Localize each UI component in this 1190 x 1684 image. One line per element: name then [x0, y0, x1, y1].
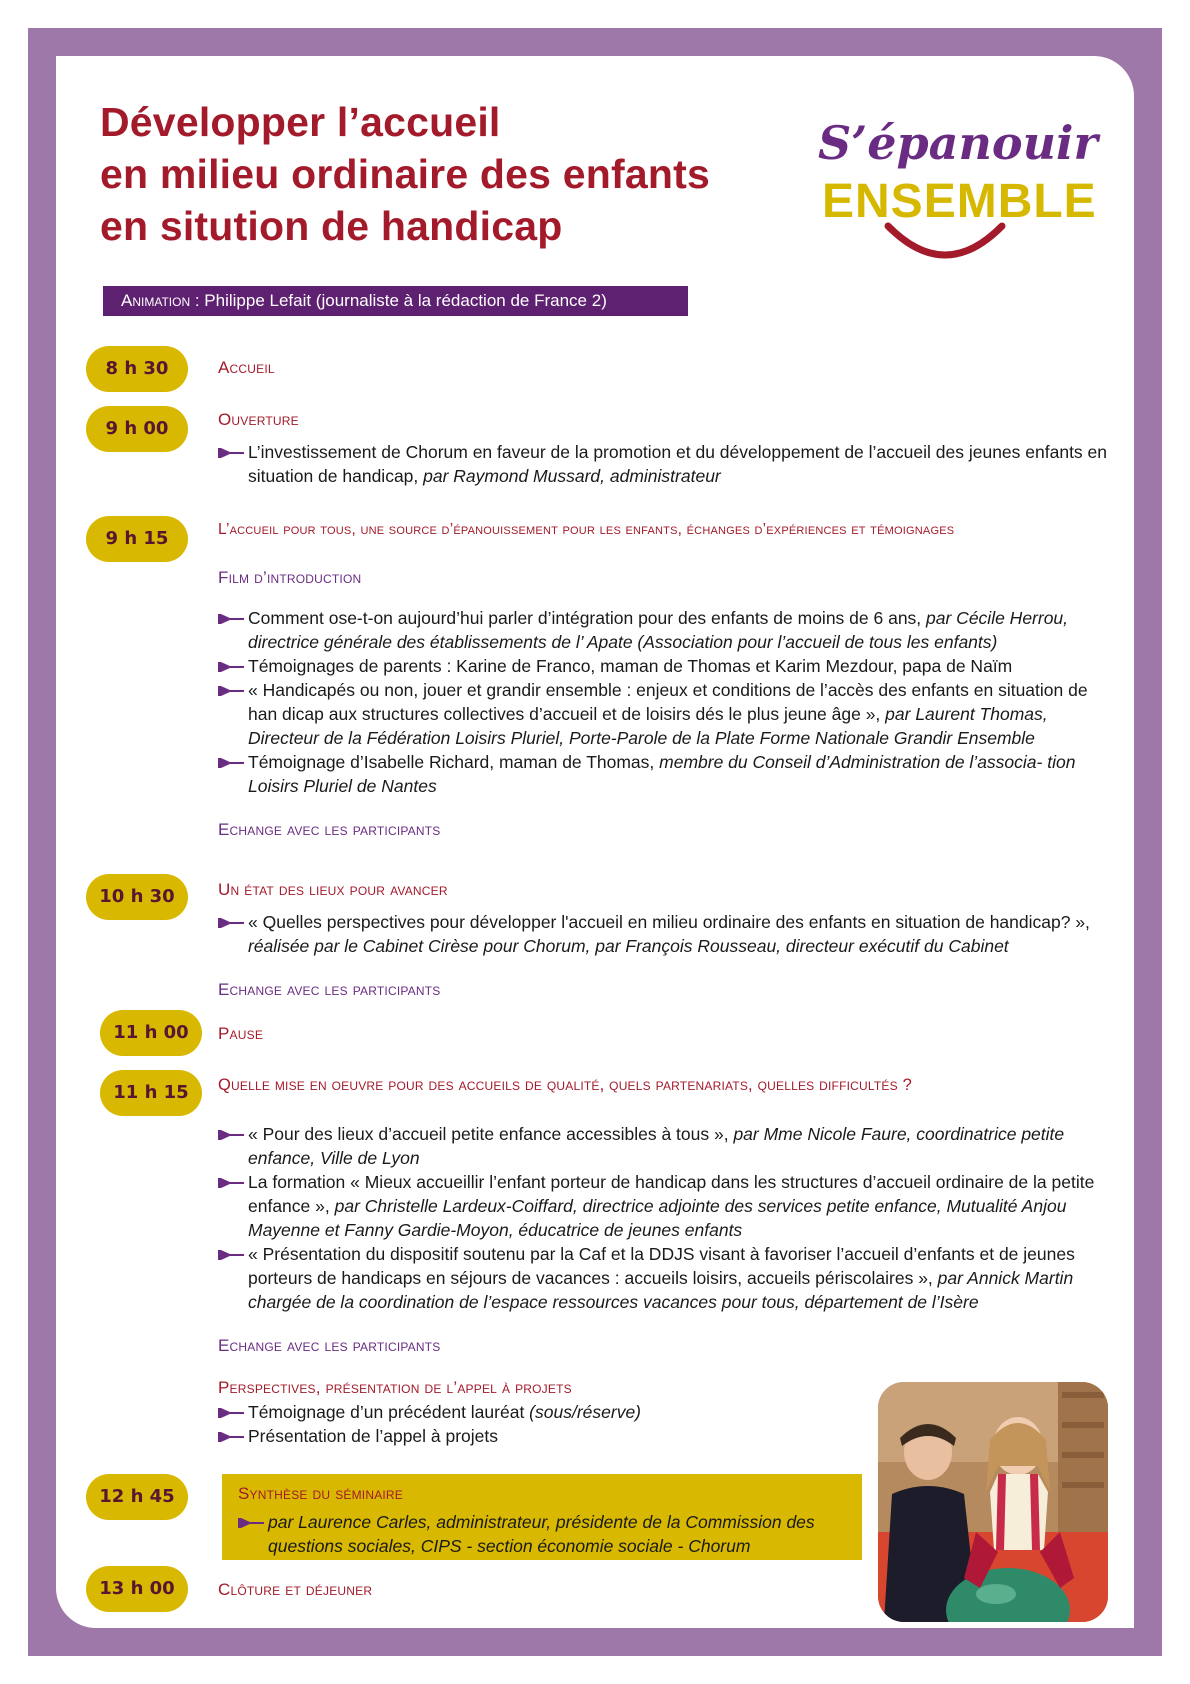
heading-accueil-pour-tous: L’accueil pour tous, une source d’épanouissement pour les enfants, échanges d’expériences et témoignages: [218, 521, 955, 538]
bullet-speaker: par Raymond Mussard, administrateur: [423, 466, 721, 486]
arrow-bullet-icon: [218, 758, 244, 768]
arrow-bullet-icon: [218, 918, 244, 928]
list-item: [218, 750, 1110, 798]
logo-text-bottom: ENSEMBLE: [822, 175, 1097, 228]
list-item: [218, 1400, 858, 1424]
heading-accueil: Accueil: [218, 358, 275, 377]
heading-etat-des-lieux: Un état des lieux pour avancer: [218, 880, 448, 899]
list-item: [218, 678, 1110, 750]
photo-image: [878, 1382, 1108, 1622]
bullet-text: L’investissement de Chorum en faveur de la promotion et du développement de l’accueil des jeunes enfants en situation de handicap,: [248, 442, 1108, 486]
bullet-text: Témoignage d’un précédent lauréat: [248, 1402, 530, 1422]
heading-pause: Pause: [218, 1024, 264, 1043]
heading-mise-en-oeuvre: Quelle mise en oeuvre pour des accueils de qualité, quels partenariats, quelles difficultés ?: [218, 1076, 912, 1094]
heading-synthese: Synthèse du séminaire: [238, 1484, 404, 1503]
list-item: [218, 1424, 858, 1448]
bullet-speaker: réalisée par le Cabinet Cirèse pour Chorum, par François Rousseau, directeur exécutif du Cabinet: [248, 936, 1009, 956]
bullet-speaker: par Mme Nicole Faure, coordinatrice petite enfance, Ville de Lyon: [248, 1124, 1065, 1168]
bullet-text: « Pour des lieux d’accueil petite enfance accessibles à tous »,: [248, 1124, 734, 1144]
arrow-bullet-icon: [218, 686, 244, 696]
animation-text: Philippe Lefait (journaliste à la rédaction de France 2): [199, 291, 607, 310]
photo: [878, 1382, 1108, 1622]
bullet-text: « Quelles perspectives pour développer l'accueil en milieu ordinaire des enfants en situation de handicap? »,: [248, 912, 1090, 932]
title-line-3: en sitution de handicap: [100, 203, 563, 249]
time-pill-1100: 11 h 00: [100, 1010, 202, 1056]
list-item: [218, 1122, 1110, 1170]
title-line-2: en milieu ordinaire des enfants: [100, 151, 710, 197]
arrow-bullet-icon: [238, 1518, 264, 1528]
bullet-text: « Handicapés ou non, jouer et grandir ensemble : enjeux et conditions de l’accès des enfants en situation de han dicap aux structures collectives d’accueil et de loisirs dés le plus jeune âge »,: [248, 680, 1088, 724]
bullet-speaker: par Annick Martin chargée de la coordination de l’espace ressources vacances pour tous, département de l’Isère: [248, 1268, 1074, 1312]
bullet-speaker: par Christelle Lardeux-Coiffard, directrice adjointe des services petite enfance, Mutualité Anjou Mayenne et Fanny Gardie-Moyon, éducatrice de jeunes enfants: [248, 1196, 1067, 1240]
time-pill-0900: 9 h 00: [86, 406, 188, 452]
bullet-text: Témoignages de parents : Karine de Franco, maman de Thomas et Karim Mezdour, papa de Naïm: [248, 656, 1013, 676]
bullet-speaker: membre du Conseil d’Administration de l’associa- tion Loisirs Pluriel de Nantes: [248, 752, 1076, 796]
bullet-speaker: par Laurent Thomas, Directeur de la Fédération Loisirs Pluriel, Porte-Parole de la Plate Forme Nationale Grandir Ensemble: [248, 704, 1048, 748]
arrow-bullet-icon: [218, 1130, 244, 1140]
bullet-text: Témoignage d’Isabelle Richard, maman de Thomas,: [248, 752, 660, 772]
arrow-bullet-icon: [218, 662, 244, 672]
bullet-speaker: par Laurence Carles, administrateur, présidente de la Commission des questions sociales, CIPS - section économie sociale - Chorum: [268, 1512, 815, 1556]
animation-label: Animation :: [121, 291, 200, 310]
time-pill-0915: 9 h 15: [86, 516, 188, 562]
arrow-bullet-icon: [218, 614, 244, 624]
bullet-text: Présentation de l’appel à projets: [248, 1426, 499, 1446]
heading-ouverture: Ouverture: [218, 410, 299, 429]
synthesis-box: [222, 1474, 862, 1560]
list-item: [218, 1242, 1110, 1314]
arrow-bullet-icon: [218, 1178, 244, 1188]
animation-bar: [103, 286, 688, 316]
title-line-1: Développer l’accueil: [100, 99, 501, 145]
bullet-text: Comment ose-t-on aujourd’hui parler d’intégration pour des enfants de moins de 6 ans,: [248, 608, 927, 628]
subheading-film: Film d’introduction: [218, 568, 362, 587]
bullet-note: (sous/réserve): [529, 1402, 642, 1422]
exchange-label: Echange avec les participants: [218, 1336, 441, 1355]
time-pill-0830: 8 h 30: [86, 346, 188, 392]
list-item: [218, 606, 1110, 654]
exchange-label: Echange avec les participants: [218, 980, 441, 999]
list-item: [218, 654, 1110, 678]
list-item: [218, 440, 1110, 488]
time-pill-1300: 13 h 00: [86, 1566, 188, 1612]
bullet-text: « Présentation du dispositif soutenu par la Caf et la DDJS visant à favoriser l’accueil d’enfants et de jeunes porteurs de handicaps en séjours de vacances : accueils loisirs, accueils périscolaires »,: [248, 1244, 1075, 1288]
list-item: [238, 1510, 848, 1558]
logo-text-top: S’épanouir: [818, 116, 1098, 170]
exchange-label: Echange avec les participants: [218, 820, 441, 839]
arrow-bullet-icon: [218, 1250, 244, 1260]
time-pill-1030: 10 h 30: [86, 874, 188, 920]
time-pill-1245: 12 h 45: [86, 1474, 188, 1520]
list-item: [218, 1170, 1110, 1242]
bullet-text: La formation « Mieux accueillir l’enfant porteur de handicap dans les structures d’accueil ordinaire de la petite enfance »,: [248, 1172, 1095, 1216]
logo: [808, 112, 1098, 272]
smile-icon: [880, 218, 1010, 264]
time-pill-1115: 11 h 15: [100, 1070, 202, 1116]
list-item: [218, 910, 1110, 958]
arrow-bullet-icon: [218, 1432, 244, 1442]
heading-perspectives: Perspectives, présentation de l’appel à projets: [218, 1378, 572, 1397]
page-title: [100, 96, 780, 252]
arrow-bullet-icon: [218, 1408, 244, 1418]
bullet-speaker: par Cécile Herrou, directrice générale des établissements de l’ Apate (Association pour l’accueil de tous les enfants): [248, 608, 1069, 652]
heading-cloture: Clôture et déjeuner: [218, 1580, 373, 1599]
arrow-bullet-icon: [218, 448, 244, 458]
